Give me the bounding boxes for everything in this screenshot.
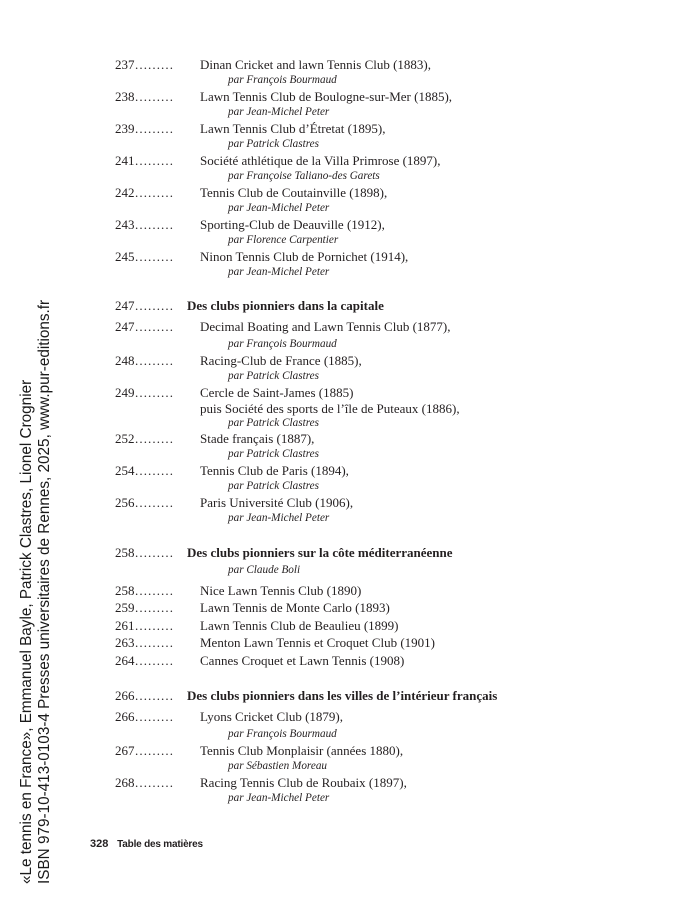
entry-title: Racing Tennis Club de Roubaix (1897), <box>200 775 407 790</box>
page-ref: 252……… <box>115 431 174 446</box>
page-ref: 263……… <box>115 635 174 650</box>
entry-author: par Jean-Michel Peter <box>228 202 330 214</box>
page-footer <box>90 838 203 850</box>
page-ref: 258……… <box>115 583 174 598</box>
running-footer-label: Table des matières <box>117 839 203 850</box>
entry-title: Tennis Club Monplaisir (années 1880), <box>200 743 404 758</box>
entry-title: Nice Lawn Tennis Club (1890) <box>200 583 362 598</box>
entry-author: par Jean-Michel Peter <box>228 106 330 118</box>
entry-title-line-2: puis Société des sports de l’île de Puteaux (1886), <box>200 401 460 416</box>
entry-title: Tennis Club de Coutainville (1898), <box>200 185 388 200</box>
entry-title-line-1: Cercle de Saint-James (1885) <box>200 385 354 400</box>
copyright-sidebar <box>18 299 68 884</box>
page-ref: 266……… <box>115 688 174 703</box>
page-ref: 258……… <box>115 545 174 560</box>
entry-author: par François Bourmaud <box>228 74 337 86</box>
section-title: Des clubs pionniers dans la capitale <box>187 298 384 313</box>
entry-title: Paris Université Club (1906), <box>200 495 354 510</box>
section-title: Des clubs pionniers dans les villes de l’intérieur français <box>187 688 498 703</box>
page-ref: 238……… <box>115 89 174 104</box>
entry-author: par Jean-Michel Peter <box>228 512 330 524</box>
entry-author: par Patrick Clastres <box>228 480 319 492</box>
entry-title: Lawn Tennis Club de Boulogne-sur-Mer (1885), <box>200 89 453 104</box>
sidebar-line-2: ISBN 979-10-413-0103-4 Presses universitaires de Rennes, 2025, www.pur-editions.fr <box>36 299 53 884</box>
page-ref: 261……… <box>115 618 174 633</box>
entry-title: Ninon Tennis Club de Pornichet (1914), <box>200 249 409 264</box>
page-ref: 237……… <box>115 57 174 72</box>
page-ref: 242……… <box>115 185 174 200</box>
page-ref: 254……… <box>115 463 174 478</box>
entry-title: Tennis Club de Paris (1894), <box>200 463 349 478</box>
page-ref: 266……… <box>115 709 174 724</box>
entry-title: Lawn Tennis Club d’Étretat (1895), <box>200 121 386 136</box>
entry-title: Société athlétique de la Villa Primrose (1897), <box>200 153 441 168</box>
entry-title: Lawn Tennis Club de Beaulieu (1899) <box>200 618 399 633</box>
entry-title: Lyons Cricket Club (1879), <box>200 709 343 724</box>
section-author: par Claude Boli <box>228 564 301 576</box>
entry-title: Stade français (1887), <box>200 431 315 446</box>
page-ref: 267……… <box>115 743 174 758</box>
entry-title: Dinan Cricket and lawn Tennis Club (1883), <box>200 57 432 72</box>
entry-author: par Sébastien Moreau <box>228 760 328 772</box>
page-ref: 239……… <box>115 121 174 136</box>
entry-author: par François Bourmaud <box>228 728 337 740</box>
entry-author: par Patrick Clastres <box>228 138 319 150</box>
page-ref: 249……… <box>115 385 174 400</box>
entry-author: par Patrick Clastres <box>228 417 319 429</box>
page-ref: 259……… <box>115 600 174 615</box>
entry-author: par François Bourmaud <box>228 338 337 350</box>
entry-title: Cannes Croquet et Lawn Tennis (1908) <box>200 653 405 668</box>
entry-title: Racing-Club de France (1885), <box>200 353 362 368</box>
entry-title: Lawn Tennis de Monte Carlo (1893) <box>200 600 390 615</box>
page-ref: 256……… <box>115 495 174 510</box>
page-ref: 268……… <box>115 775 174 790</box>
entry-author: par Patrick Clastres <box>228 448 319 460</box>
page-ref: 247……… <box>115 319 174 334</box>
page-ref: 245……… <box>115 249 174 264</box>
page-ref: 241……… <box>115 153 174 168</box>
entry-title: Decimal Boating and Lawn Tennis Club (1877), <box>200 319 451 334</box>
entry-author: par Françoise Taliano-des Garets <box>228 170 380 182</box>
page-ref: 264……… <box>115 653 174 668</box>
page-ref: 248……… <box>115 353 174 368</box>
entry-author: par Jean-Michel Peter <box>228 792 330 804</box>
entry-title: Menton Lawn Tennis et Croquet Club (1901) <box>200 635 435 650</box>
entry-author: par Florence Carpentier <box>228 234 339 246</box>
entry-title: Sporting-Club de Deauville (1912), <box>200 217 385 232</box>
entry-author: par Patrick Clastres <box>228 370 319 382</box>
entry-title <box>200 385 460 417</box>
entry-author: par Jean-Michel Peter <box>228 266 330 278</box>
section-title: Des clubs pionniers sur la côte méditerranéenne <box>187 545 453 560</box>
page-ref: 247……… <box>115 298 174 313</box>
sidebar-line-1: «Le tennis en France», Emmanuel Bayle, Patrick Clastres, Lionel Crognier <box>18 379 35 884</box>
page-number: 328 <box>90 838 109 850</box>
page-ref: 243……… <box>115 217 174 232</box>
